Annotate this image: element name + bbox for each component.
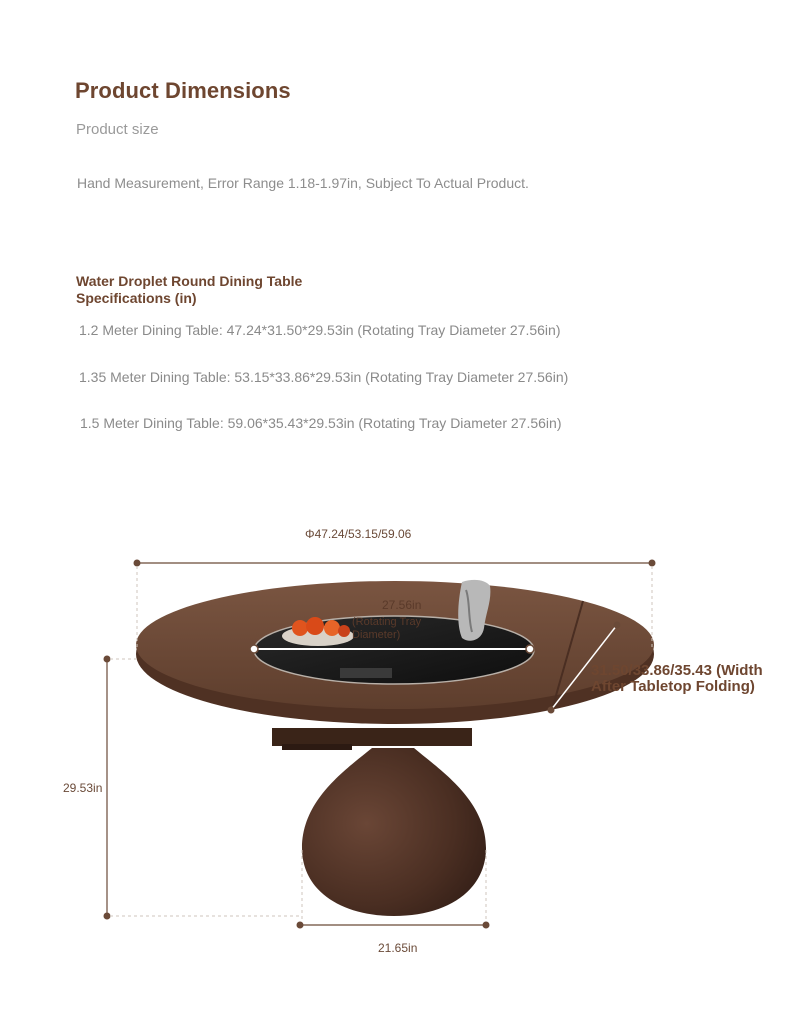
spec-item-1-5m: 1.5 Meter Dining Table: 59.06*35.43*29.53in (Rotating Tray Diameter 27.56in)	[80, 415, 562, 431]
measurement-note: Hand Measurement, Error Range 1.18-1.97in, Subject To Actual Product.	[77, 175, 529, 191]
base-width-label: 21.65in	[378, 941, 418, 955]
table-base	[272, 728, 486, 916]
folded-width-label: 31.50/33.86/35.43 (Width After Tabletop Folding)	[591, 662, 763, 695]
page-title: Product Dimensions	[75, 78, 291, 103]
spec-item-1-35m: 1.35 Meter Dining Table: 53.15*33.86*29.53in (Rotating Tray Diameter 27.56in)	[79, 369, 569, 385]
tray-diameter-label: 27.56in	[382, 598, 422, 612]
height-label: 29.53in	[63, 781, 103, 795]
spec-item-1-2m: 1.2 Meter Dining Table: 47.24*31.50*29.53in (Rotating Tray Diameter 27.56in)	[79, 322, 561, 338]
page-subtitle: Product size	[76, 121, 159, 138]
tray-diameter-note: (Rotating Tray Diameter)	[352, 616, 422, 641]
diameter-label: Φ47.24/53.15/59.06	[305, 527, 412, 541]
spec-heading: Water Droplet Round Dining Table Specifications (in)	[76, 273, 303, 306]
tray-vent	[340, 668, 392, 678]
